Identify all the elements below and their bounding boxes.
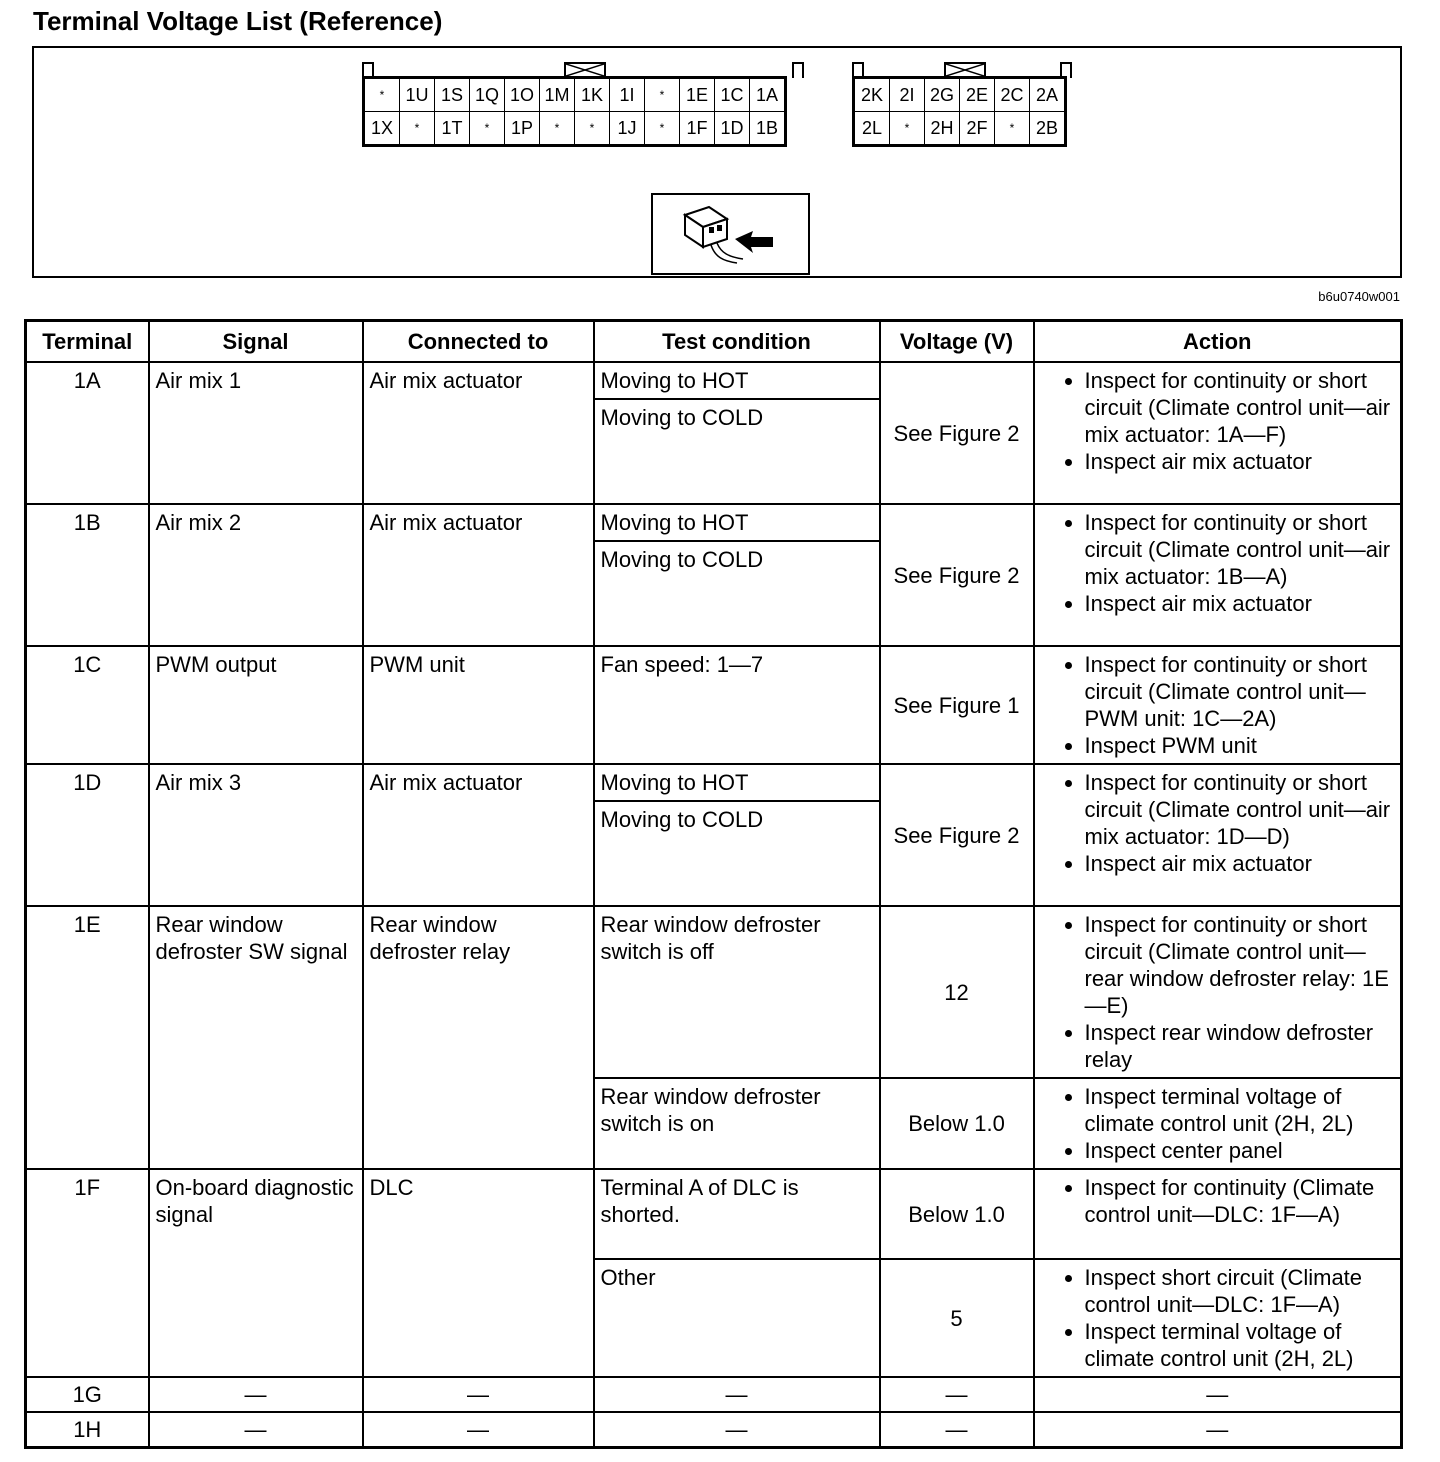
voltage-cell: — [880, 1377, 1034, 1412]
condition-text: Moving to COLD [595, 398, 879, 431]
action-cell [1034, 906, 1402, 1078]
terminal-cell: 1H [26, 1412, 149, 1448]
signal-cell: On-board diagnostic signal [149, 1169, 363, 1377]
signal-cell: Rear window defroster SW signal [149, 906, 363, 1169]
pin: * [540, 112, 575, 146]
test-condition-cell [594, 362, 880, 504]
pin: 1E [680, 78, 715, 112]
terminal-cell: 1E [26, 906, 149, 1169]
connector-latch [944, 62, 986, 76]
table-header-row [26, 321, 1402, 363]
pin: * [995, 112, 1030, 146]
pin: 1J [610, 112, 645, 146]
pin: 1P [505, 112, 540, 146]
action-item: • Inspect for continuity or short circuit (Climate control unit—air mix actuator: 1B—A) [1085, 509, 1395, 590]
pin: 1O [505, 78, 540, 112]
test-condition-cell: Terminal A of DLC is shorted. [594, 1169, 880, 1259]
action-item: • Inspect for continuity or short circuit (Climate control unit—rear window defroster relay: 1E—E) [1085, 911, 1395, 1019]
connector-right [852, 76, 1067, 147]
voltage-cell: — [880, 1412, 1034, 1448]
pin: * [400, 112, 435, 146]
table-row [26, 1377, 1402, 1412]
test-condition-cell [594, 764, 880, 906]
voltage-cell: See Figure 2 [880, 764, 1034, 906]
pin: 2C [995, 78, 1030, 112]
pin: * [890, 112, 925, 146]
pin: 1M [540, 78, 575, 112]
page-title: Terminal Voltage List (Reference) [33, 6, 443, 36]
terminal-cell: 1G [26, 1377, 149, 1412]
action-cell: — [1034, 1412, 1402, 1448]
action-item: • Inspect for continuity or short circuit (Climate control unit—air mix actuator: 1A—F) [1085, 367, 1395, 448]
pin: 2G [925, 78, 960, 112]
table-row [26, 646, 1402, 764]
action-cell [1034, 1078, 1402, 1169]
figure-code: b6u0740w001 [1318, 289, 1400, 304]
voltage-cell: Below 1.0 [880, 1169, 1034, 1259]
test-condition-cell: Other [594, 1259, 880, 1377]
column-header: Connected to [363, 321, 594, 363]
column-header: Action [1034, 321, 1402, 363]
pin: * [645, 112, 680, 146]
action-item: • Inspect center panel [1085, 1137, 1395, 1164]
connected-cell: PWM unit [363, 646, 594, 764]
condition-text: Moving to HOT [600, 510, 749, 535]
action-item: • Inspect air mix actuator [1085, 590, 1395, 617]
voltage-cell: See Figure 2 [880, 504, 1034, 646]
condition-text: Moving to COLD [595, 540, 879, 573]
signal-cell: Air mix 2 [149, 504, 363, 646]
action-item: • Inspect PWM unit [1085, 732, 1395, 759]
condition-text: Moving to HOT [600, 368, 749, 393]
pin: 1Q [470, 78, 505, 112]
action-cell [1034, 1169, 1402, 1259]
terminal-voltage-table [24, 319, 1403, 1449]
pin: 1I [610, 78, 645, 112]
table-row [26, 504, 1402, 646]
harness-side-view-icon [651, 193, 810, 275]
test-condition-cell: Rear window defroster switch is on [594, 1078, 880, 1169]
pin: 2A [1030, 78, 1066, 112]
test-condition-cell: — [594, 1412, 880, 1448]
column-header: Terminal [26, 321, 149, 363]
column-header: Test condition [594, 321, 880, 363]
pin: 1U [400, 78, 435, 112]
action-cell: — [1034, 1377, 1402, 1412]
table-row [26, 1169, 1402, 1259]
pin: 1A [750, 78, 786, 112]
connected-cell: — [363, 1412, 594, 1448]
action-cell [1034, 1259, 1402, 1377]
connector-left-pins [362, 76, 787, 147]
column-header: Voltage (V) [880, 321, 1034, 363]
action-cell [1034, 764, 1402, 906]
connector-tab [1060, 62, 1072, 78]
pin: 1C [715, 78, 750, 112]
action-item: • Inspect for continuity or short circuit (Climate control unit—PWM unit: 1C—2A) [1085, 651, 1395, 732]
column-header: Signal [149, 321, 363, 363]
pin: * [645, 78, 680, 112]
signal-cell: — [149, 1377, 363, 1412]
signal-cell: — [149, 1412, 363, 1448]
voltage-cell: 12 [880, 906, 1034, 1078]
action-cell [1034, 362, 1402, 504]
connector-latch [564, 62, 606, 76]
action-item: • Inspect air mix actuator [1085, 448, 1395, 475]
voltage-cell: See Figure 1 [880, 646, 1034, 764]
action-item: • Inspect for continuity or short circuit (Climate control unit—air mix actuator: 1D—D) [1085, 769, 1395, 850]
condition-text: Moving to HOT [600, 770, 749, 795]
pin: * [470, 112, 505, 146]
pin: 1K [575, 78, 610, 112]
connected-cell: DLC [363, 1169, 594, 1377]
connected-cell: Air mix actuator [363, 362, 594, 504]
action-item: • Inspect short circuit (Climate control unit—DLC: 1F—A) [1085, 1264, 1395, 1318]
pin: 2H [925, 112, 960, 146]
action-item: • Inspect for continuity (Climate control unit—DLC: 1F—A) [1085, 1174, 1395, 1228]
voltage-cell: See Figure 2 [880, 362, 1034, 504]
pin: 2B [1030, 112, 1066, 146]
pin: 1D [715, 112, 750, 146]
connected-cell: Air mix actuator [363, 504, 594, 646]
connected-cell: Air mix actuator [363, 764, 594, 906]
signal-cell: PWM output [149, 646, 363, 764]
voltage-cell: Below 1.0 [880, 1078, 1034, 1169]
connector-tab [362, 62, 374, 78]
action-item: • Inspect air mix actuator [1085, 850, 1395, 877]
test-condition-cell: Fan speed: 1—7 [594, 646, 880, 764]
test-condition-cell: Rear window defroster switch is off [594, 906, 880, 1078]
connector-tab [852, 62, 864, 78]
terminal-cell: 1B [26, 504, 149, 646]
action-item: • Inspect terminal voltage of climate control unit (2H, 2L) [1085, 1318, 1395, 1372]
pin: 1T [435, 112, 470, 146]
action-cell [1034, 646, 1402, 764]
table-row [26, 1412, 1402, 1448]
pin: * [575, 112, 610, 146]
terminal-cell: 1D [26, 764, 149, 906]
test-condition-cell [594, 504, 880, 646]
pin: 1X [364, 112, 400, 146]
pin: 2L [854, 112, 890, 146]
terminal-cell: 1F [26, 1169, 149, 1377]
action-item: • Inspect rear window defroster relay [1085, 1019, 1395, 1073]
pin: 2I [890, 78, 925, 112]
pin: 2F [960, 112, 995, 146]
pin: * [364, 78, 400, 112]
signal-cell: Air mix 3 [149, 764, 363, 906]
terminal-cell: 1A [26, 362, 149, 504]
condition-text: Moving to COLD [595, 800, 879, 833]
connected-cell: Rear window defroster relay [363, 906, 594, 1169]
pin: 1F [680, 112, 715, 146]
table-row [26, 764, 1402, 906]
table-row [26, 906, 1402, 1078]
action-item: • Inspect terminal voltage of climate control unit (2H, 2L) [1085, 1083, 1395, 1137]
voltage-cell: 5 [880, 1259, 1034, 1377]
connected-cell: — [363, 1377, 594, 1412]
terminal-cell: 1C [26, 646, 149, 764]
connector-right-pins [852, 76, 1067, 147]
action-cell [1034, 504, 1402, 646]
connector-tab [792, 62, 804, 78]
connector-left [362, 76, 787, 147]
test-condition-cell: — [594, 1377, 880, 1412]
pin: 2E [960, 78, 995, 112]
pin: 1B [750, 112, 786, 146]
table-row [26, 362, 1402, 504]
pin: 1S [435, 78, 470, 112]
signal-cell: Air mix 1 [149, 362, 363, 504]
pin: 2K [854, 78, 890, 112]
